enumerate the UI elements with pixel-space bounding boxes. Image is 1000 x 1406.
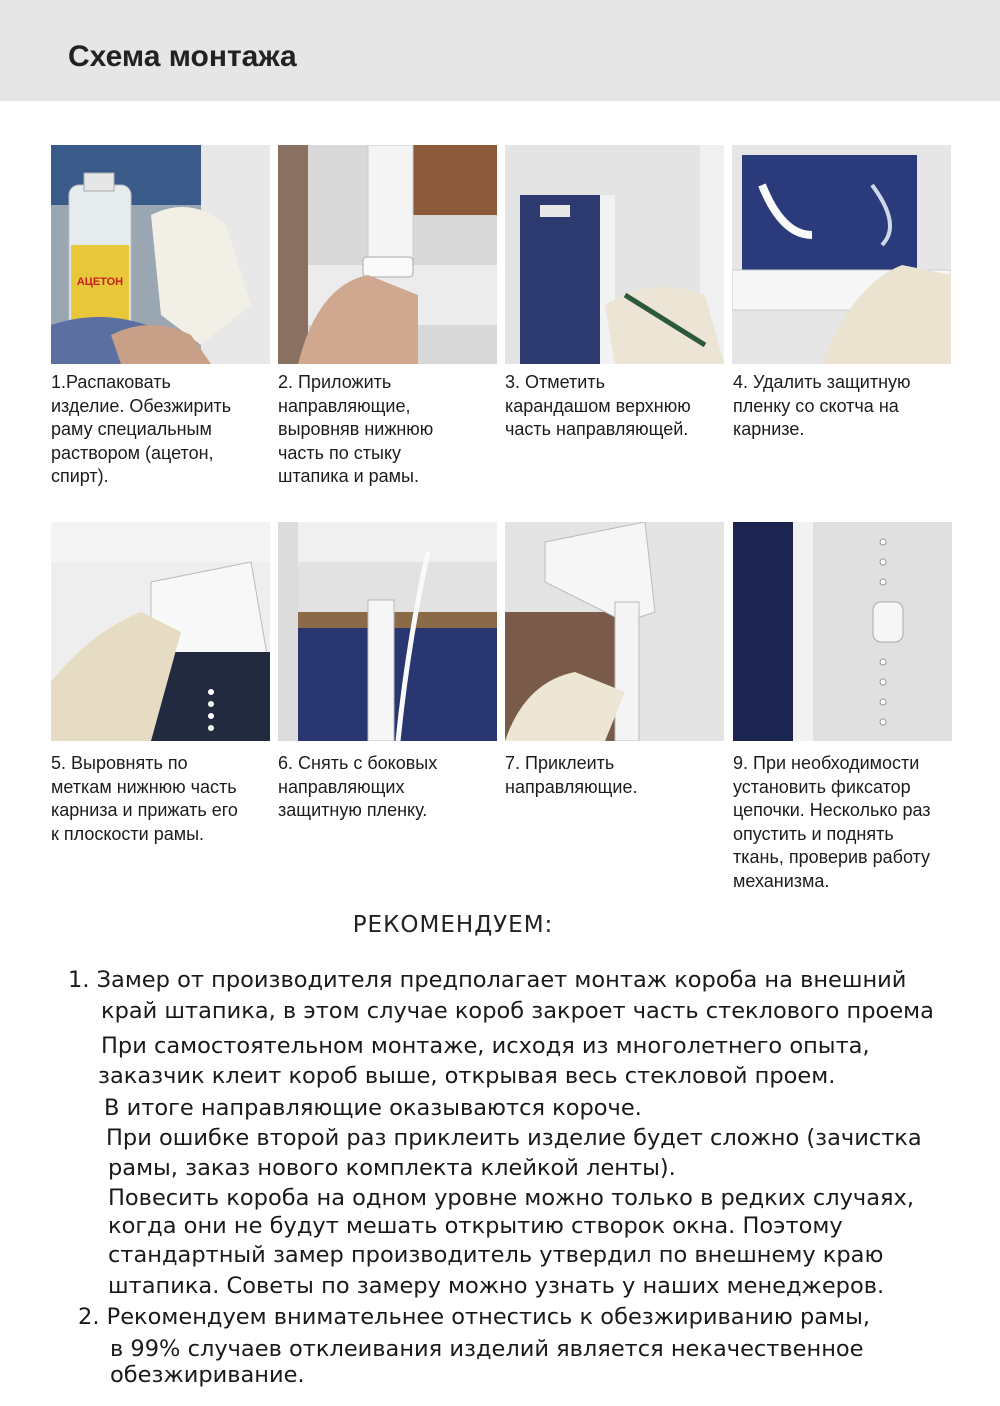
step-2-photo	[278, 145, 497, 364]
recommend-line: рамы, заказ нового комплекта клейкой ленты).	[108, 1155, 676, 1181]
recommend-line: когда они не будут мешать открытию створок окна. Поэтому	[108, 1213, 843, 1239]
recommend-line: стандартный замер производитель утвердил по внешнему краю	[108, 1242, 884, 1268]
step-9-photo	[733, 522, 952, 741]
step-5-photo	[51, 522, 270, 741]
step-3-photo	[505, 145, 724, 364]
page-header	[0, 0, 1000, 101]
step-5-caption: 5. Выровнять по меткам нижнюю часть карниза и прижать его к плоскости рамы.	[51, 753, 238, 844]
step-7-photo	[505, 522, 724, 741]
recommend-line: При самостоятельном монтаже, исходя из многолетнего опыта,	[101, 1033, 870, 1059]
step-3-caption: 3. Отметить карандашом верхнюю часть направляющей.	[505, 372, 691, 439]
recommend-line: штапика. Советы по замеру можно узнать у наших менеджеров.	[108, 1273, 885, 1299]
recommend-line: 2. Рекомендуем внимательнее отнестись к обезжириванию рамы,	[78, 1304, 870, 1330]
step-2-caption: 2. Приложить направляющие, выровняв нижнюю часть по стыку штапика и рамы.	[278, 372, 434, 486]
step-4-caption: 4. Удалить защитную пленку со скотча на карнизе.	[733, 372, 911, 439]
recommend-line: обезжиривание.	[110, 1362, 305, 1388]
step-7-caption: 7. Приклеить направляющие.	[505, 753, 638, 797]
recommend-line: край штапика, в этом случае короб закроет часть стеклового проема	[101, 998, 934, 1024]
recommend-line: При ошибке второй раз приклеить изделие будет сложно (зачистка	[106, 1125, 922, 1151]
bottle-label: АЦЕТОН	[76, 276, 124, 288]
recommend-line: 1. Замер от производителя предполагает монтаж короба на внешний	[68, 967, 907, 993]
recommend-title: РЕКОМЕНДУЕМ:	[352, 912, 554, 938]
step-4-photo	[732, 145, 951, 364]
recommend-line: В итоге направляющие оказываются короче.	[104, 1095, 642, 1121]
recommend-line: Повесить короба на одном уровне можно только в редких случаях,	[108, 1185, 915, 1211]
recommend-line: в 99% случаев отклеивания изделий является некачественное	[110, 1336, 864, 1362]
step-9-caption: 9. При необходимости установить фиксатор цепочки. Несколько раз опустить и поднять ткань, проверив работу механизма.	[733, 753, 931, 891]
page-title: Схема монтажа	[68, 40, 297, 73]
step-6-caption: 6. Снять с боковых направляющих защитную пленку.	[278, 753, 438, 820]
step-1-photo	[51, 145, 270, 364]
step-6-photo	[278, 522, 497, 741]
step-1-caption: 1.Распаковать изделие. Обезжирить раму специальным раствором (ацетон, спирт).	[51, 372, 232, 486]
recommend-line: заказчик клеит короб выше, открывая весь стекловой проем.	[98, 1063, 836, 1089]
